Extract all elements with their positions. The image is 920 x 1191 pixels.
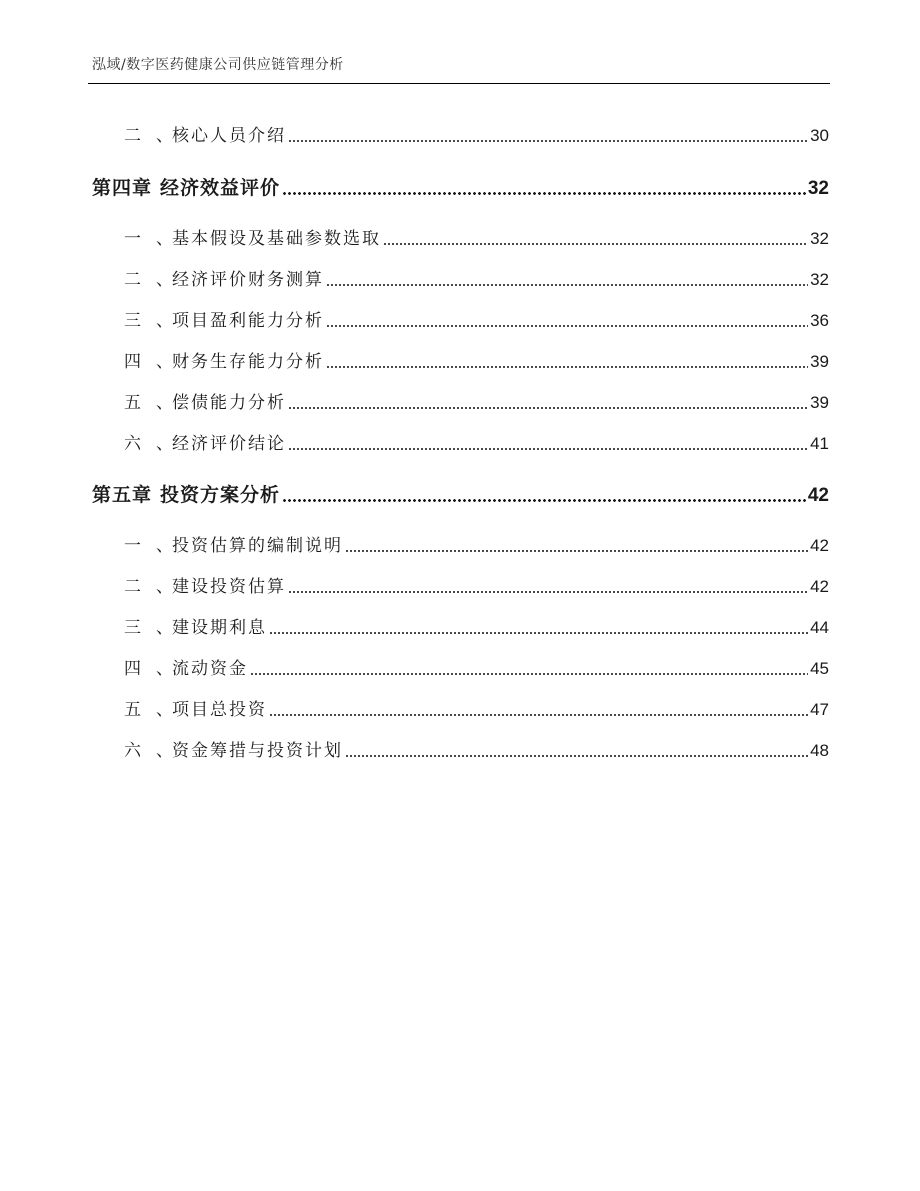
toc-entry-page: 42: [810, 577, 829, 596]
toc-entry-title: 建设投资估算: [172, 577, 286, 597]
toc-chapter-entry[interactable]: [92, 479, 829, 507]
toc-entry[interactable]: [92, 573, 829, 597]
dot-leader: [326, 366, 808, 368]
toc-chapter-page: 42: [807, 485, 829, 506]
toc-entry-page: 32: [810, 229, 829, 248]
toc-entry-number: 六: [124, 741, 141, 761]
toc-entry-title: 建设期利息: [172, 618, 267, 638]
toc-entry-separator: 、: [156, 536, 173, 556]
toc-entry-title: 经济评价结论: [172, 434, 286, 454]
toc-entry-separator: 、: [156, 393, 173, 413]
toc-entry-number: 一: [124, 229, 141, 249]
toc-entry-number: 三: [124, 618, 141, 638]
toc-entry-title: 核心人员介绍: [172, 126, 286, 146]
toc-entry[interactable]: [92, 655, 829, 679]
toc-entry-number: 五: [124, 700, 141, 720]
toc-entry[interactable]: [92, 430, 829, 454]
header-rule: [88, 83, 830, 84]
toc-entry-title: 经济评价财务测算: [172, 270, 324, 290]
dot-leader: [288, 140, 808, 142]
toc-entry-title: 基本假设及基础参数选取: [172, 229, 381, 249]
dot-leader: [326, 325, 808, 327]
toc-entry[interactable]: [92, 389, 829, 413]
toc-entry-page: 39: [810, 393, 829, 412]
dot-leader: [282, 192, 806, 195]
toc-entry-separator: 、: [156, 659, 173, 679]
dot-leader: [326, 284, 808, 286]
toc-entry-page: 48: [810, 741, 829, 760]
dot-leader: [345, 755, 808, 757]
toc-entry-page: 41: [810, 434, 829, 453]
toc-entry-number: 二: [124, 270, 141, 290]
toc-entry-separator: 、: [156, 434, 173, 454]
toc-entry-page: 45: [810, 659, 829, 678]
dot-leader: [250, 673, 808, 675]
toc-entry[interactable]: [92, 348, 829, 372]
toc-entry[interactable]: [92, 737, 829, 761]
toc-entry-separator: 、: [156, 618, 173, 638]
toc-entry-page: 42: [810, 536, 829, 555]
toc-entry-title: 资金筹措与投资计划: [172, 741, 343, 761]
toc-chapter-title: 投资方案分析: [160, 484, 281, 506]
toc-entry-page: 47: [810, 700, 829, 719]
toc-entry[interactable]: [92, 122, 829, 146]
dot-leader: [269, 632, 808, 634]
toc-entry-title: 偿债能力分析: [172, 393, 286, 413]
toc-entry-number: 二: [124, 126, 141, 146]
toc-chapter-label: 第四章: [92, 177, 153, 199]
dot-leader: [383, 243, 808, 245]
toc-entry-page: 44: [810, 618, 829, 637]
toc-entry-title: 投资估算的编制说明: [172, 536, 343, 556]
toc-entry-separator: 、: [156, 311, 173, 331]
toc-entry-page: 32: [810, 270, 829, 289]
toc-entry-number: 二: [124, 577, 141, 597]
toc-entry-separator: 、: [156, 700, 173, 720]
toc-entry-page: 30: [810, 126, 829, 145]
toc-entry-page: 36: [810, 311, 829, 330]
toc-entry-title: 流动资金: [172, 659, 248, 679]
toc-chapter-title: 经济效益评价: [160, 177, 281, 199]
toc-entry-separator: 、: [156, 126, 173, 146]
toc-entry-title: 财务生存能力分析: [172, 352, 324, 372]
toc-entry-separator: 、: [156, 229, 173, 249]
dot-leader: [288, 591, 808, 593]
toc-chapter-entry[interactable]: [92, 172, 829, 200]
dot-leader: [288, 448, 808, 450]
toc-entry-page: 39: [810, 352, 829, 371]
toc-entry-separator: 、: [156, 577, 173, 597]
toc-entry[interactable]: [92, 696, 829, 720]
dot-leader: [288, 407, 808, 409]
toc-entry-number: 五: [124, 393, 141, 413]
toc-entry-number: 一: [124, 536, 141, 556]
toc-entry-number: 四: [124, 352, 141, 372]
toc-entry[interactable]: [92, 532, 829, 556]
toc-chapter-page: 32: [807, 178, 829, 199]
running-header: 泓域/数字医药健康公司供应链管理分析: [92, 57, 344, 73]
dot-leader: [269, 714, 808, 716]
dot-leader: [282, 499, 806, 502]
toc-chapter-label: 第五章: [92, 484, 153, 506]
toc-entry-number: 四: [124, 659, 141, 679]
toc-entry-separator: 、: [156, 741, 173, 761]
toc-entry-number: 六: [124, 434, 141, 454]
toc-entry-separator: 、: [156, 352, 173, 372]
toc-entry-separator: 、: [156, 270, 173, 290]
toc-entry-number: 三: [124, 311, 141, 331]
toc-entry-title: 项目总投资: [172, 700, 267, 720]
toc-entry[interactable]: [92, 225, 829, 249]
toc-entry-title: 项目盈利能力分析: [172, 311, 324, 331]
toc-entry[interactable]: [92, 614, 829, 638]
toc-entry[interactable]: [92, 266, 829, 290]
dot-leader: [345, 550, 808, 552]
toc-entry[interactable]: [92, 307, 829, 331]
